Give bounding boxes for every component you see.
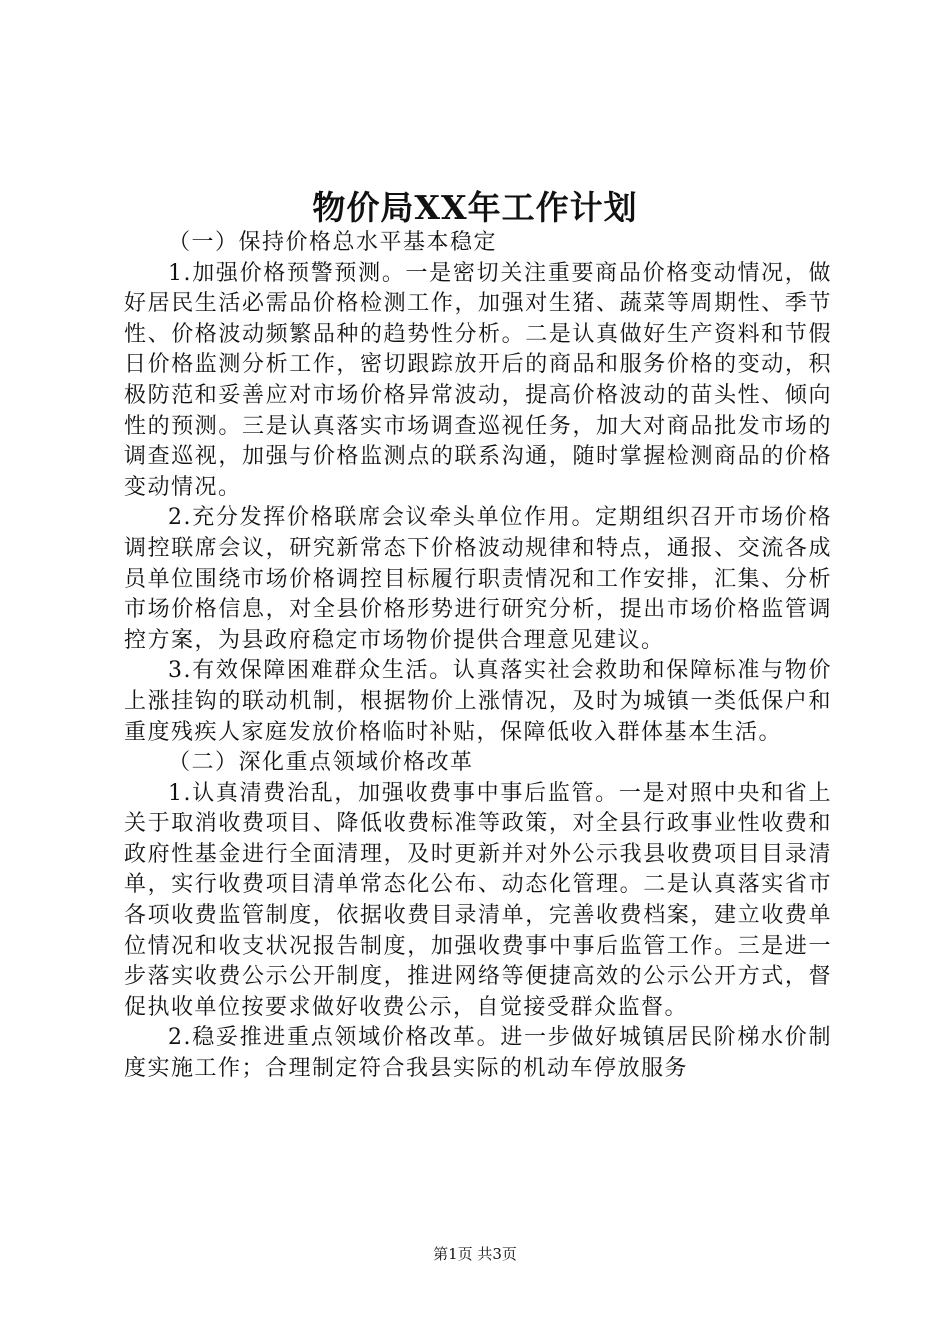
document-title: 物价局XX年工作计划 — [312, 188, 638, 227]
paragraph: 1.加强价格预警预测。一是密切关注重要商品价格变动情况，做好居民生活必需品价格检测工作，加强对生猪、蔬菜等周期性、季节性、价格波动频繁品种的趋势性分析。二是认真做好生产资料和节假日价格监测分析工作，密切跟踪放开后的商品和服务价格的变动，积极防范和妥善应对市场价格异常波动，提高价格波动的苗头性、倾向性的预测。三是认真落实市场调查巡视任务，加大对商品批发市场的调查巡视，加强与价格监测点的联系沟通，随时掌握检测商品的价格变动情况。 — [124, 260, 832, 500]
page-footer: 第1页 共3页 — [433, 1245, 517, 1263]
paragraph: 1.认真清费治乱，加强收费事中事后监管。一是对照中央和省上关于取消收费项目、降低收费标准等政策，对全县行政事业性收费和政府性基金进行全面清理，及时更新并对外公示我县收费项目目录清单，实行收费项目清单常态化公布、动态化管理。二是认真落实省市各项收费监管制度，依据收费目录清单，完善收费档案，建立收费单位情况和收支状况报告制度，加强收费事中事后监管工作。三是进一步落实收费公示公开制度，推进网络等便捷高效的公示公开方式，督促执收单位按要求做好收费公示，自觉接受群众监督。 — [124, 780, 832, 1020]
paragraph: 3.有效保障困难群众生活。认真落实社会救助和保障标准与物价上涨挂钩的联动机制，根据物价上涨情况，及时为城镇一类低保户和重度残疾人家庭发放价格临时补贴，保障低收入群体基本生活。 — [124, 658, 832, 745]
document-body — [124, 228, 832, 1085]
section-heading: （二）深化重点领域价格改革 — [168, 750, 474, 776]
section-heading: （一）保持价格总水平基本稳定 — [168, 230, 498, 255]
paragraph: 2.充分发挥价格联席会议牵头单位作用。定期组织召开市场价格调控联席会议，研究新常态下价格波动规律和特点，通报、交流各成员单位围绕市场价格调控目标履行职责情况和工作安排，汇集、分析市场价格信息，对全县价格形势进行研究分析，提出市场价格监管调控方案，为县政府稳定市场物价提供合理意见建议。 — [124, 505, 832, 653]
paragraph: 2.稳妥推进重点领域价格改革。进一步做好城镇居民阶梯水价制度实施工作；合理制定符合我县实际的机动车停放服务 — [124, 1025, 832, 1082]
